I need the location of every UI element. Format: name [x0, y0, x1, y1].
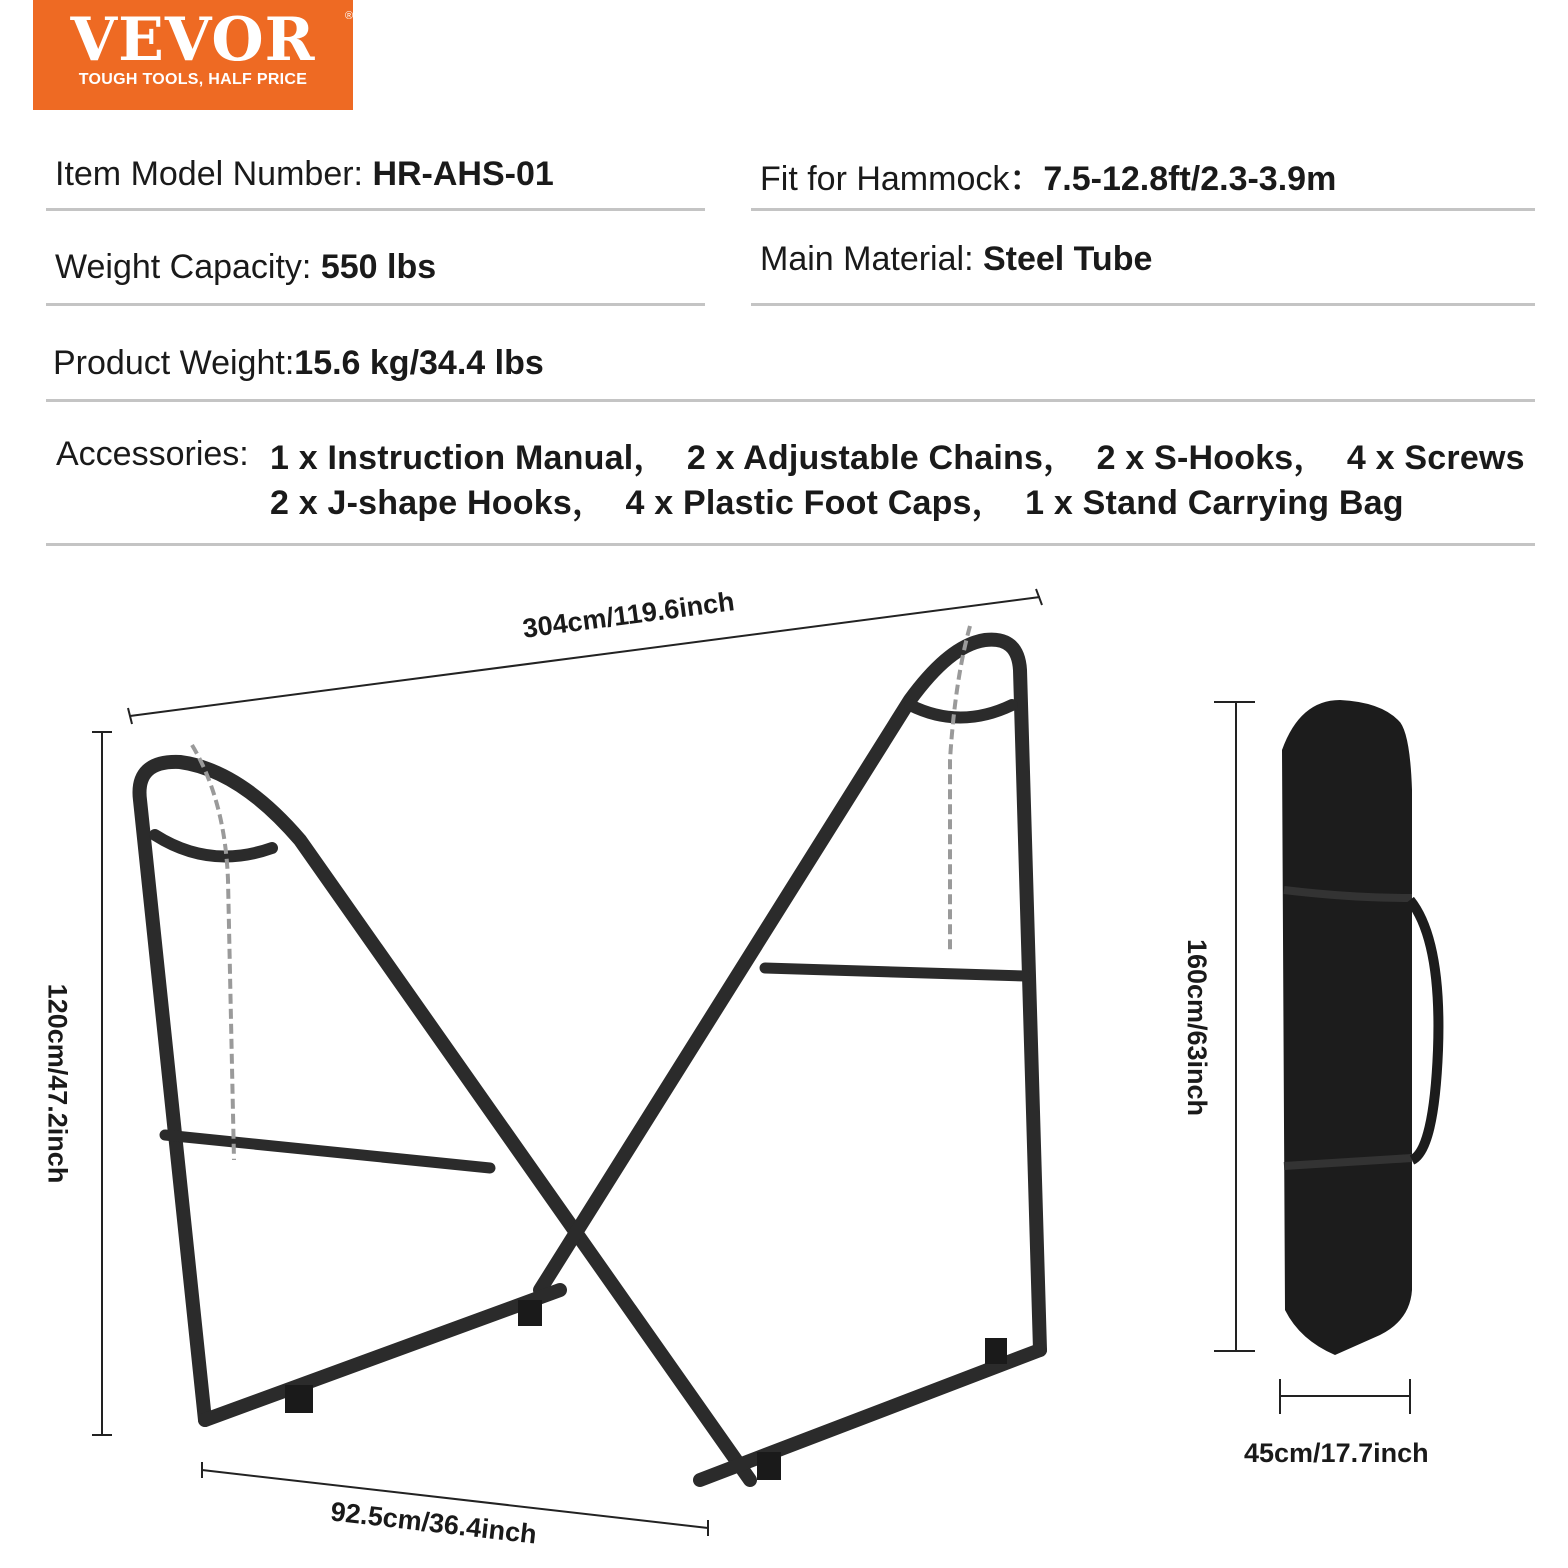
brand-tagline: TOUGH TOOLS, HALF PRICE	[78, 71, 308, 88]
accessory-item: 4 x Screws	[1346, 439, 1525, 477]
spec-fit-separator: ：	[1009, 160, 1044, 198]
accessories-label: Accessories:	[56, 435, 249, 473]
spec-model-value: HR-AHS-01	[372, 155, 554, 193]
spec-capacity-label: Weight Capacity:	[55, 248, 321, 286]
accessory-item: 4 x Plastic Foot Caps，	[625, 484, 1006, 522]
spec-material-value: Steel Tube	[982, 240, 1153, 278]
dimension-width: 92.5cm/36.4inch	[329, 1496, 539, 1550]
spec-capacity-value: 550 lbs	[320, 248, 437, 286]
registered-mark: ®	[345, 10, 354, 22]
chain-icon	[192, 626, 970, 1160]
dimension-bag-width: 45cm/17.7inch	[1244, 1438, 1429, 1468]
hammock-stand	[140, 640, 1041, 1480]
accessory-item: 2 x S-Hooks，	[1096, 439, 1328, 477]
brand-name: VEVOR	[70, 5, 316, 75]
accessory-item: 1 x Stand Carrying Bag	[1025, 484, 1404, 522]
accessory-item: 2 x J-shape Hooks，	[270, 484, 607, 522]
accessory-item: 1 x Instruction Manual，	[270, 439, 668, 477]
dimension-length: 304cm/119.6inch	[520, 586, 737, 644]
dimension-bag-length: 160cm/63inch	[1182, 938, 1213, 1117]
carrying-bag	[1282, 700, 1438, 1355]
spec-weight-label: Product Weight:	[53, 344, 295, 382]
spec-weight-value: 15.6 kg/34.4 lbs	[294, 344, 544, 382]
spec-fit-label: Fit for Hammock	[760, 160, 1010, 198]
spec-material-label: Main Material:	[760, 240, 983, 278]
dimension-height: 120cm/47.2inch	[42, 983, 73, 1184]
spec-fit-value: 7.5-12.8ft/2.3-3.9m	[1043, 160, 1337, 198]
accessory-item: 2 x Adjustable Chains，	[686, 439, 1078, 477]
spec-model-label: Item Model Number:	[55, 155, 373, 193]
